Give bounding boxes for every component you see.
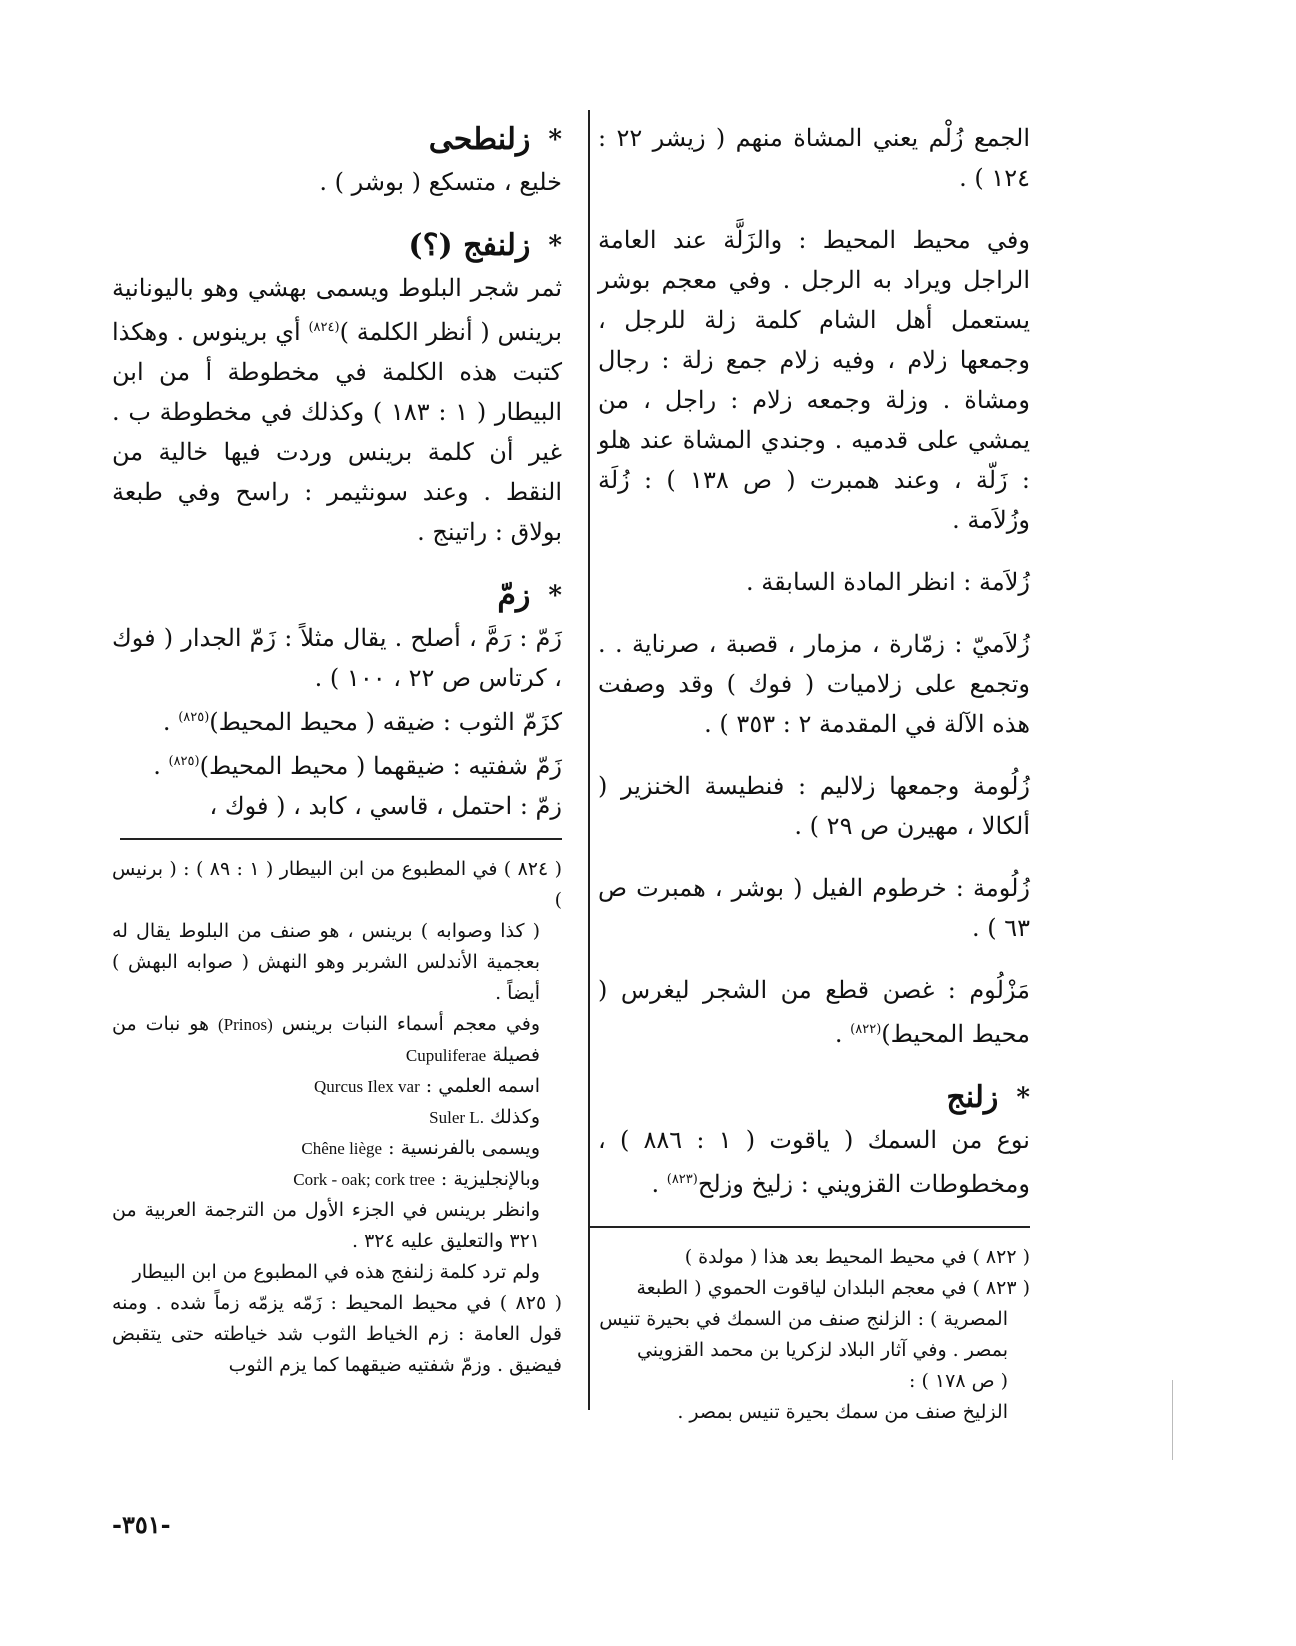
- paragraph: وفي محيط المحيط : والزَلَّة عند العامة الراجل ويراد به الرجل . وفي معجم بوشر يستعمل أهل الشام كلمة زلة للرجل ، وجمعها زلام ، وفيه زلام جمع زلة : رجال ومشاة . وزلة وجمعه زلام : راجل ، من يمشي على قدميه . وجندي المشاة عند هلو : زَلّة ، وعند همبرت ( ص ١٣٨ ) : زُلَة وزُلاَمة .: [598, 226, 1030, 534]
- paragraph: [598, 970, 1030, 1054]
- entry-line: زَمّ : رَمَّ ، أصلح . يقال مثلاً : زَمّ الجدار ( فوك ، كرتاس ص ٢٢ ، ١٠٠ ) .: [112, 624, 562, 692]
- footnote-ref: (٨٢٥): [168, 754, 200, 769]
- right-column: [598, 118, 1030, 1428]
- latin-term: Suler L.: [429, 1108, 484, 1127]
- footnote-ref: (٨٢٥): [178, 710, 210, 725]
- footnote-ref: (٨٢٤): [308, 320, 340, 335]
- footnote-line: وانظر برينس في الجزء الأول من الترجمة العربية من ٣٢١ والتعليق عليه ٣٢٤ .: [112, 1199, 540, 1252]
- entry-line: [112, 742, 562, 786]
- footnote-line: ( ص ١٧٨ ) :: [909, 1370, 1008, 1392]
- left-column: [112, 118, 562, 1381]
- entry-text: كزَمّ الثوب : ضيقه ( محيط المحيط): [209, 708, 562, 736]
- latin-term: Chêne liège: [301, 1139, 383, 1158]
- asterisk-icon: *: [548, 125, 562, 155]
- paragraph-text: مَزْلُوم : غصن قطع من الشجر ليغرس ( محيط المحيط): [598, 976, 1030, 1048]
- entry-heading: [112, 118, 562, 162]
- asterisk-icon: *: [548, 581, 562, 611]
- footnotes: [598, 1242, 1030, 1428]
- footnote-text: اسمه العلمي :: [425, 1075, 540, 1097]
- paragraph: زُلُومة وجمعها زلاليم : فنطيسة الخنزير ( ألكالا ، مهيرن ص ٢٩ ) .: [598, 772, 1030, 840]
- footnote-line: الزليخ صنف من سمك بحيرة تنيس بمصر .: [677, 1401, 1008, 1423]
- entry-text: زَمّ شفتيه : ضيقهما ( محيط المحيط): [199, 752, 562, 780]
- footnote-line: [112, 1164, 562, 1195]
- footnote-text: هو نبات من فصيلة: [112, 1013, 540, 1066]
- entry-body: خليع ، متسكع ( بوشر ) .: [319, 168, 562, 196]
- entry-line: [112, 698, 562, 742]
- entry-text: ثمر شجر البلوط ويسمى بهشي وهو باليونانية برينس ( أنظر الكلمة ): [112, 274, 562, 346]
- footnote-line: [112, 1133, 562, 1164]
- footnote-line: ولم ترد كلمة زلنفج هذه في المطبوع من ابن البيطار: [132, 1261, 540, 1283]
- footnote-ref: (٨٢٢): [850, 1022, 882, 1037]
- latin-term: (Prinos): [218, 1015, 273, 1034]
- entry-heading: [112, 224, 562, 268]
- entry-end: .: [153, 752, 169, 780]
- entry-text: نوع من السمك ( ياقوت ( ١ : ٨٨٦ ) ، ومخطوطات القزويني : زليخ وزلح: [598, 1126, 1030, 1198]
- footnote-ref: (٨٢٣): [666, 1172, 698, 1187]
- footnote-line: المصرية ) : الزلنج صنف من السمك في بحيرة تنيس: [599, 1308, 1008, 1330]
- entry-heading: [598, 1076, 1030, 1120]
- footnote-rule: [120, 838, 562, 840]
- column-divider: [588, 110, 590, 1410]
- entry-title: زلنفج (؟): [408, 228, 531, 263]
- entry-title: زلنطحى: [428, 122, 531, 157]
- footnote-line: ( كذا وصوابه ) برينس ، هو صنف من البلوط يقال له بعجمية الأندلس الشربر وهو النهش ( صوابه البهش ) أيضاً .: [112, 920, 540, 1004]
- footnotes: [112, 854, 562, 1381]
- footnote-line: بمصر . وفي آثار البلاد لزكريا بن محمد القزويني: [636, 1339, 1008, 1361]
- footnote-line: [112, 1102, 562, 1133]
- entry-line: زمّ : احتمل ، قاسي ، كابد ، ( فوك ،: [209, 792, 562, 820]
- latin-term: Qurcus Ilex var: [314, 1077, 420, 1096]
- entry-title: زمّ: [497, 578, 531, 613]
- footnote-text: وبالإنجليزية :: [440, 1168, 540, 1190]
- entry-body: [598, 1120, 1030, 1204]
- footnote-line: ( ٨٢٣ ) في معجم البلدان لياقوت الحموي ( الطبعة: [636, 1277, 1030, 1299]
- scan-margin-mark: [1172, 1380, 1173, 1460]
- entry-text: أي برينوس . وهكذا كتبت هذه الكلمة في مخطوطة أ من ابن البيطار ( ١ : ١٨٣ ) وكذلك في مخطوطة ب . غير أن كلمة برينس وردت فيها خالية من النقط . وعند سونثيمر : راسح وفي طبعة بولاق : راتينج .: [112, 318, 562, 546]
- footnote-line: ( ٨٢٥ ) في محيط المحيط : زَمّه يزمّه زماً شده . ومنه قول العامة : زم الخياط الثوب شد خياطته حتى يتقبض فيضيق . وزمّ شفتيه ضيقهما كما يزم الثوب: [112, 1292, 562, 1376]
- entry-heading: [112, 574, 562, 618]
- entry-title: زلنج: [946, 1080, 999, 1115]
- footnote-line: ( ٨٢٤ ) في المطبوع من ابن البيطار ( ١ : ٨٩ ) : ( برنيس ): [112, 858, 563, 911]
- asterisk-icon: *: [1016, 1083, 1030, 1113]
- entry-end: .: [651, 1170, 667, 1198]
- paragraph: زُلاَمة : انظر المادة السابقة .: [746, 568, 1030, 596]
- footnote-rule: [588, 1226, 1030, 1228]
- paragraph: الجمع زُلْم يعني المشاة منهم ( زيشر ٢٢ : ١٢٤ ) .: [598, 124, 1030, 192]
- page-number: -٣٥١-: [112, 1510, 171, 1539]
- paragraph-end: .: [834, 1020, 851, 1048]
- latin-term: Cupuliferae: [405, 1046, 487, 1065]
- footnote-text: وفي معجم أسماء النبات برينس: [281, 1013, 540, 1035]
- footnote-line: ( ٨٢٢ ) في محيط المحيط بعد هذا ( مولدة ): [684, 1246, 1030, 1268]
- asterisk-icon: *: [548, 231, 562, 261]
- entry-end: .: [162, 708, 179, 736]
- footnote-line: [112, 1071, 562, 1102]
- paragraph: زُلُومة : خرطوم الفيل ( بوشر ، همبرت ص ٦٣ ) .: [598, 874, 1030, 942]
- latin-term: Cork - oak; cork tree: [293, 1170, 435, 1189]
- entry-body: [112, 268, 562, 552]
- footnote-text: وكذلك: [490, 1106, 540, 1128]
- paragraph: زُلاَميّ : زمّارة ، مزمار ، قصبة ، صرناية . . وتجمع على زلاميات ( فوك ) وقد وصفت هذه الآلة في المقدمة ٢ : ٣٥٣ ) .: [598, 630, 1030, 738]
- footnote-text: ويسمى بالفرنسية :: [388, 1137, 540, 1159]
- footnote-line: [112, 1009, 562, 1071]
